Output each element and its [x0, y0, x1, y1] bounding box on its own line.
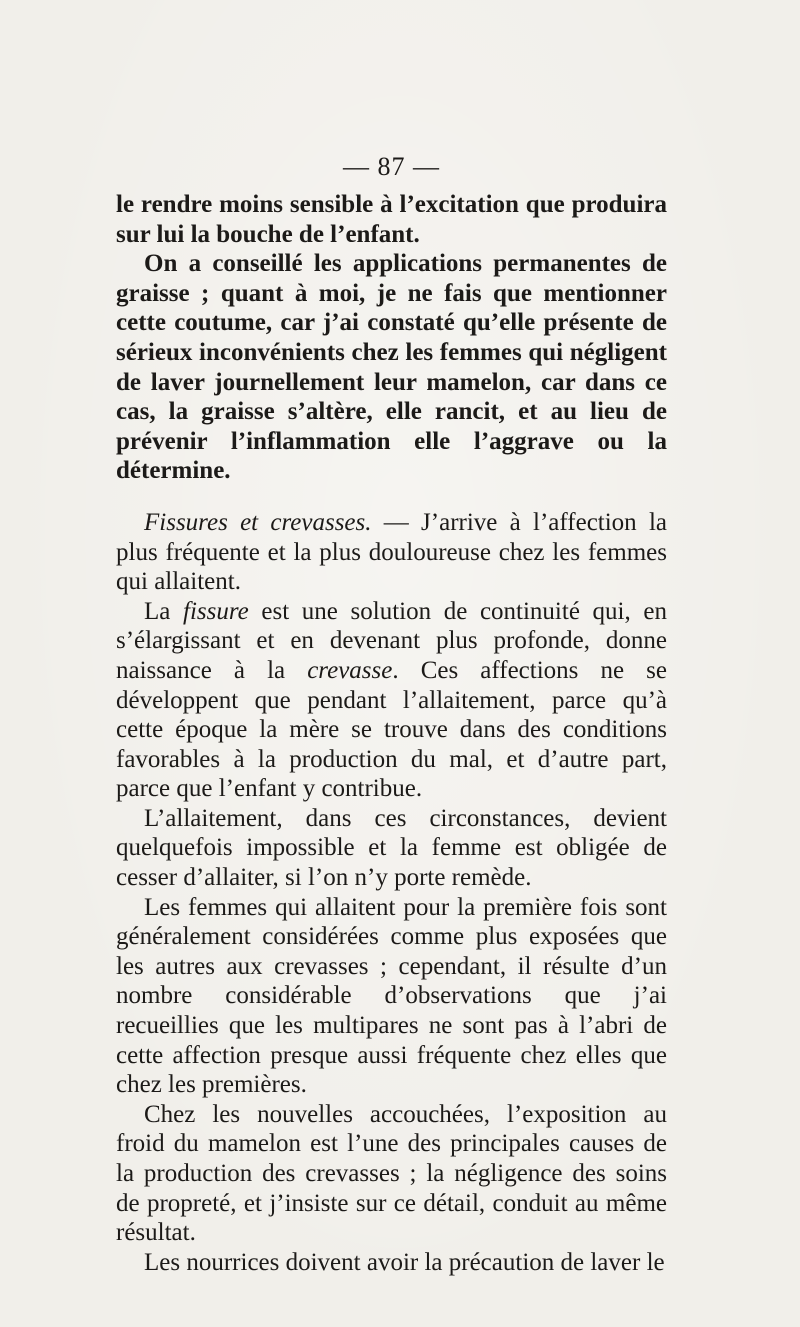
- page-number: — 87 —: [343, 152, 440, 181]
- paragraph-nourrices: Les nourrices doivent avoir la précaution de laver le: [144, 1248, 665, 1276]
- paragraph-graisse: On a conseillé les applications permanentes de graisse ; quant à moi, je ne fais que mentionner cette coutume, car j’ai constaté qu’elle présente de sérieux inconvénients chez les femmes qui négligent de laver journellement leur mamelon, car dans ce cas, la graisse s’altère, elle rancit, et au lieu de prévenir l’inflammation elle l’aggrave ou la détermine.: [116, 250, 667, 485]
- definition-start: La: [144, 597, 183, 625]
- paragraph-fissures-text: — J’arrive à l’affection la plus fréquente et la plus douloureuse chez les femmes qui allaitent.: [116, 508, 667, 596]
- section-gap: [116, 486, 667, 508]
- definition-middle: est une solution de continuité qui, en s’élargissant et en devenant plus profonde, donne naissance à la: [116, 597, 667, 684]
- paragraph-allaitement: L’allaitement, dans ces circonstances, devient quelquefois impossible et la femme est obligée de cesser d’allaiter, si l’on n’y porte remède.: [116, 804, 667, 892]
- term-crevasse: crevasse: [307, 656, 393, 684]
- term-fissure: fissure: [183, 597, 249, 625]
- page-text: [116, 150, 667, 1277]
- paragraph-fissures-intro: [116, 508, 667, 597]
- paragraph-premiere-fois: Les femmes qui allaitent pour la première fois sont généralement considérées comme plus exposées que les autres aux crevasses ; cependant, il résulte d’un nombre considérable d’observations que j’ai recueillies que les multipares ne sont pas à l’abri de cette affection presque aussi fréquente chez elles que chez les premières.: [116, 893, 667, 1099]
- paragraph-definition: [116, 597, 667, 804]
- paragraph-continuation: le rendre moins sensible à l’excitation que produira sur lui la bouche de l’enfant.: [116, 191, 667, 248]
- paragraph-nouvelles-accouchees: Chez les nouvelles accouchées, l’exposition au froid du mamelon est l’une des principales causes de la production des crevasses ; la négligence des soins de propreté, et j’insiste sur ce détail, conduit au même résultat.: [116, 1100, 667, 1247]
- definition-end: . Ces affections ne se développent que pendant l’allaitement, parce qu’à cette époque la mère se trouve dans des conditions favorables à la production du mal, et d’autre part, parce que l’enfant y contribue.: [116, 656, 667, 803]
- section-heading-fissures: Fissures et crevasses.: [144, 508, 372, 536]
